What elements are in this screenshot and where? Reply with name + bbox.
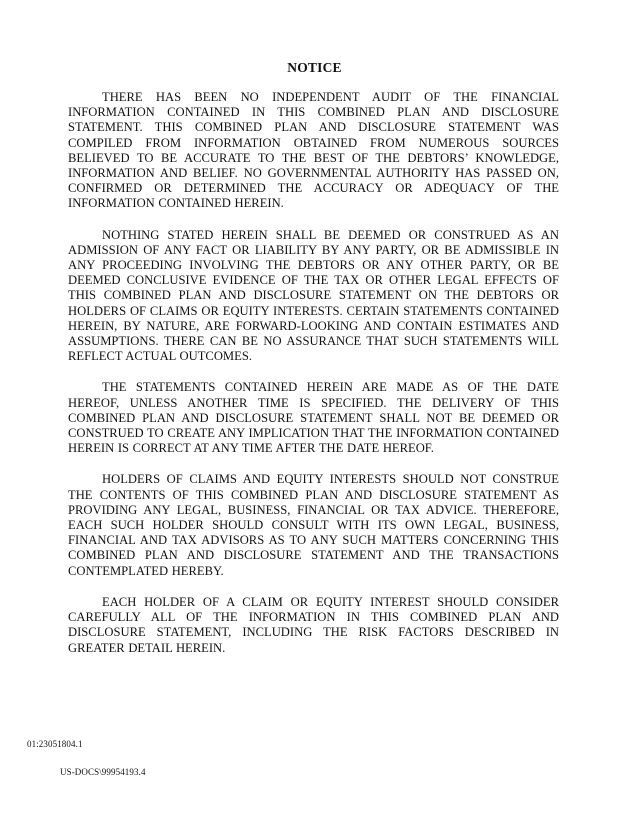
paragraph-no-advice: HOLDERS OF CLAIMS AND EQUITY INTERESTS SHOULD NOT CONSTRUE THE CONTENTS OF THIS COMBINED PLAN AND DISCLOSURE STATEMENT AS PROVIDING ANY LEGAL, BUSINESS, FINANCIAL OR TAX ADVICE. THEREFORE, EACH SUCH HOLDER SHOULD CONSULT WITH ITS OWN LEGAL, BUSINESS, FINANCIAL AND TAX ADVISORS AS TO ANY SUCH MATTERS CONCERNING THIS COMBINED PLAN AND DISCLOSURE STATEMENT AND THE TRANSACTIONS CONTEMPLATED HEREBY. bbox=[68, 472, 559, 578]
paragraph-no-admission: NOTHING STATED HEREIN SHALL BE DEEMED OR CONSTRUED AS AN ADMISSION OF ANY FACT OR LIABILITY BY ANY PARTY, OR BE ADMISSIBLE IN ANY PROCEEDING INVOLVING THE DEBTORS OR ANY OTHER PARTY, OR BE DEEMED CONCLUSIVE EVIDENCE OF THE TAX OR OTHER LEGAL EFFECTS OF THIS COMBINED PLAN AND DISCLOSURE STATEMENT ON THE DEBTORS OR HOLDERS OF CLAIMS OR EQUITY INTERESTS. CERTAIN STATEMENTS CONTAINED HEREIN, BY NATURE, ARE FORWARD-LOOKING AND CONTAIN ESTIMATES AND ASSUMPTIONS. THERE CAN BE NO ASSURANCE THAT SUCH STATEMENTS WILL REFLECT ACTUAL OUTCOMES. bbox=[68, 227, 559, 364]
footer-document-id: 01:23051804.1 bbox=[27, 739, 83, 749]
paragraph-date-statement: THE STATEMENTS CONTAINED HEREIN ARE MADE AS OF THE DATE HEREOF, UNLESS ANOTHER TIME IS SPECIFIED. THE DELIVERY OF THIS COMBINED PLAN AND DISCLOSURE STATEMENT SHALL NOT BE DEEMED OR CONSTRUED TO CREATE ANY IMPLICATION THAT THE INFORMATION CONTAINED HEREIN IS CORRECT AT ANY TIME AFTER THE DATE HEREOF. bbox=[68, 380, 559, 456]
page-title: NOTICE bbox=[287, 60, 342, 75]
footer-docs-reference: US-DOCS\99954193.4 bbox=[60, 767, 146, 777]
notice-body bbox=[68, 90, 559, 672]
paragraph-consider-carefully: EACH HOLDER OF A CLAIM OR EQUITY INTEREST SHOULD CONSIDER CAREFULLY ALL OF THE INFORMATION IN THIS COMBINED PLAN AND DISCLOSURE STATEMENT, INCLUDING THE RISK FACTORS DESCRIBED IN GREATER DETAIL HEREIN. bbox=[68, 594, 559, 655]
paragraph-audit-disclaimer: THERE HAS BEEN NO INDEPENDENT AUDIT OF THE FINANCIAL INFORMATION CONTAINED IN THIS COMBINED PLAN AND DISCLOSURE STATEMENT. THIS COMBINED PLAN AND DISCLOSURE STATEMENT WAS COMPILED FROM INFORMATION OBTAINED FROM NUMEROUS SOURCES BELIEVED TO BE ACCURATE TO THE BEST OF THE DEBTORS’ KNOWLEDGE, INFORMATION AND BELIEF. NO GOVERNMENTAL AUTHORITY HAS PASSED ON, CONFIRMED OR DETERMINED THE ACCURACY OR ADEQUACY OF THE INFORMATION CONTAINED HEREIN. bbox=[68, 90, 559, 211]
